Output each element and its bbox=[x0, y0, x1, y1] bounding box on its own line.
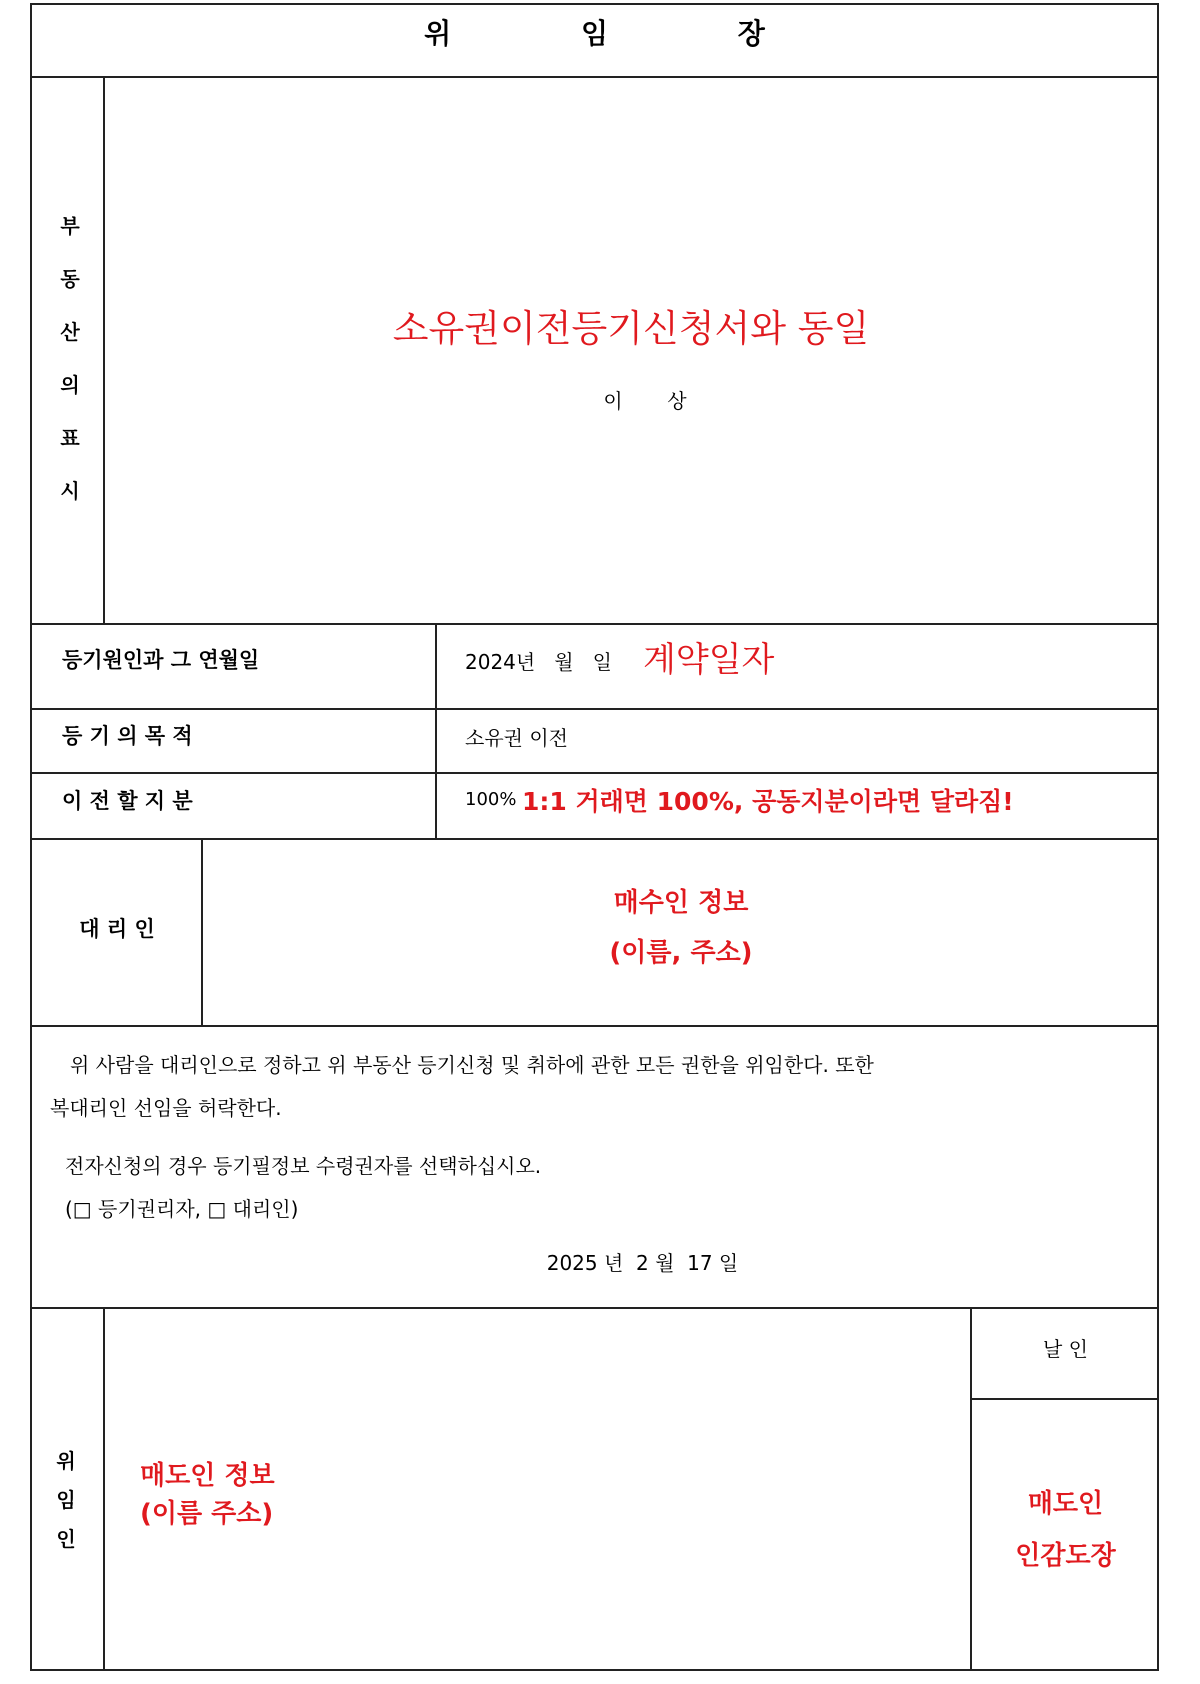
divider bbox=[30, 1025, 1159, 1027]
statement-line4: (□ 등기권리자, □ 대리인) bbox=[65, 1197, 299, 1221]
label-char: 의 bbox=[60, 373, 80, 397]
label-char: 동 bbox=[60, 267, 80, 291]
frame-left bbox=[30, 3, 32, 1671]
seal-note-line1: 매도인 bbox=[1027, 1489, 1104, 1519]
row-value-purpose: 소유권 이전 bbox=[465, 726, 568, 750]
divider bbox=[30, 1307, 1159, 1309]
row-value-cause: 2024년 월 일 bbox=[465, 650, 613, 674]
row-label-cause: 등기원인과 그 연월일 bbox=[62, 648, 260, 672]
delegator-note-line1: 매도인 정보 bbox=[140, 1461, 275, 1491]
statement-line2: 복대리인 선임을 허락한다. bbox=[50, 1096, 282, 1120]
divider bbox=[30, 772, 1159, 774]
frame-top bbox=[30, 3, 1159, 5]
label-char: 인 bbox=[56, 1527, 76, 1551]
label-char: 임 bbox=[56, 1488, 76, 1512]
row-value-share: 100% bbox=[465, 789, 517, 810]
seal-label: 날 인 bbox=[1043, 1337, 1088, 1361]
label-char: 위 bbox=[56, 1449, 76, 1473]
divider bbox=[971, 1398, 1159, 1400]
divider bbox=[30, 708, 1159, 710]
divider bbox=[435, 623, 437, 839]
label-char: 산 bbox=[60, 320, 80, 344]
row-label-share: 이 전 할 지 분 bbox=[62, 789, 193, 813]
divider bbox=[30, 838, 1159, 840]
frame-right bbox=[1157, 3, 1159, 1671]
agent-note-line1: 매수인 정보 bbox=[613, 888, 749, 918]
frame-bottom bbox=[30, 1669, 1159, 1671]
statement-date: 2025 년 2 월 17 일 bbox=[546, 1251, 739, 1275]
label-char: 부 bbox=[60, 214, 80, 238]
statement-line3: 전자신청의 경우 등기필정보 수령권자를 선택하십시오. bbox=[65, 1154, 542, 1178]
row-note-cause: 계약일자 bbox=[643, 640, 775, 680]
delegator-label bbox=[48, 1445, 84, 1552]
label-char: 표 bbox=[60, 426, 80, 450]
end-text: 이 상 bbox=[603, 389, 687, 413]
page-title: 위 임 장 bbox=[424, 17, 765, 50]
delegator-note-line2: (이름 주소) bbox=[140, 1499, 274, 1529]
divider bbox=[30, 623, 1159, 625]
agent-note-line2: (이름, 주소) bbox=[609, 938, 753, 968]
statement-line1: 위 사람을 대리인으로 정하고 위 부동산 등기신청 및 취하에 관한 모든 권한을 위임한다. 또한 bbox=[70, 1053, 874, 1077]
row-label-purpose: 등 기 의 목 적 bbox=[62, 724, 193, 748]
property-note: 소유권이전등기신청서와 동일 bbox=[392, 307, 870, 350]
property-label bbox=[52, 210, 88, 504]
divider bbox=[103, 1307, 105, 1670]
seal-note-line2: 인감도장 bbox=[1015, 1541, 1116, 1571]
label-char: 시 bbox=[60, 479, 80, 503]
row-note-share: 1:1 거래면 100%, 공동지분이라면 달라짐! bbox=[522, 787, 1014, 816]
agent-label: 대 리 인 bbox=[79, 917, 155, 941]
divider bbox=[30, 76, 1159, 78]
